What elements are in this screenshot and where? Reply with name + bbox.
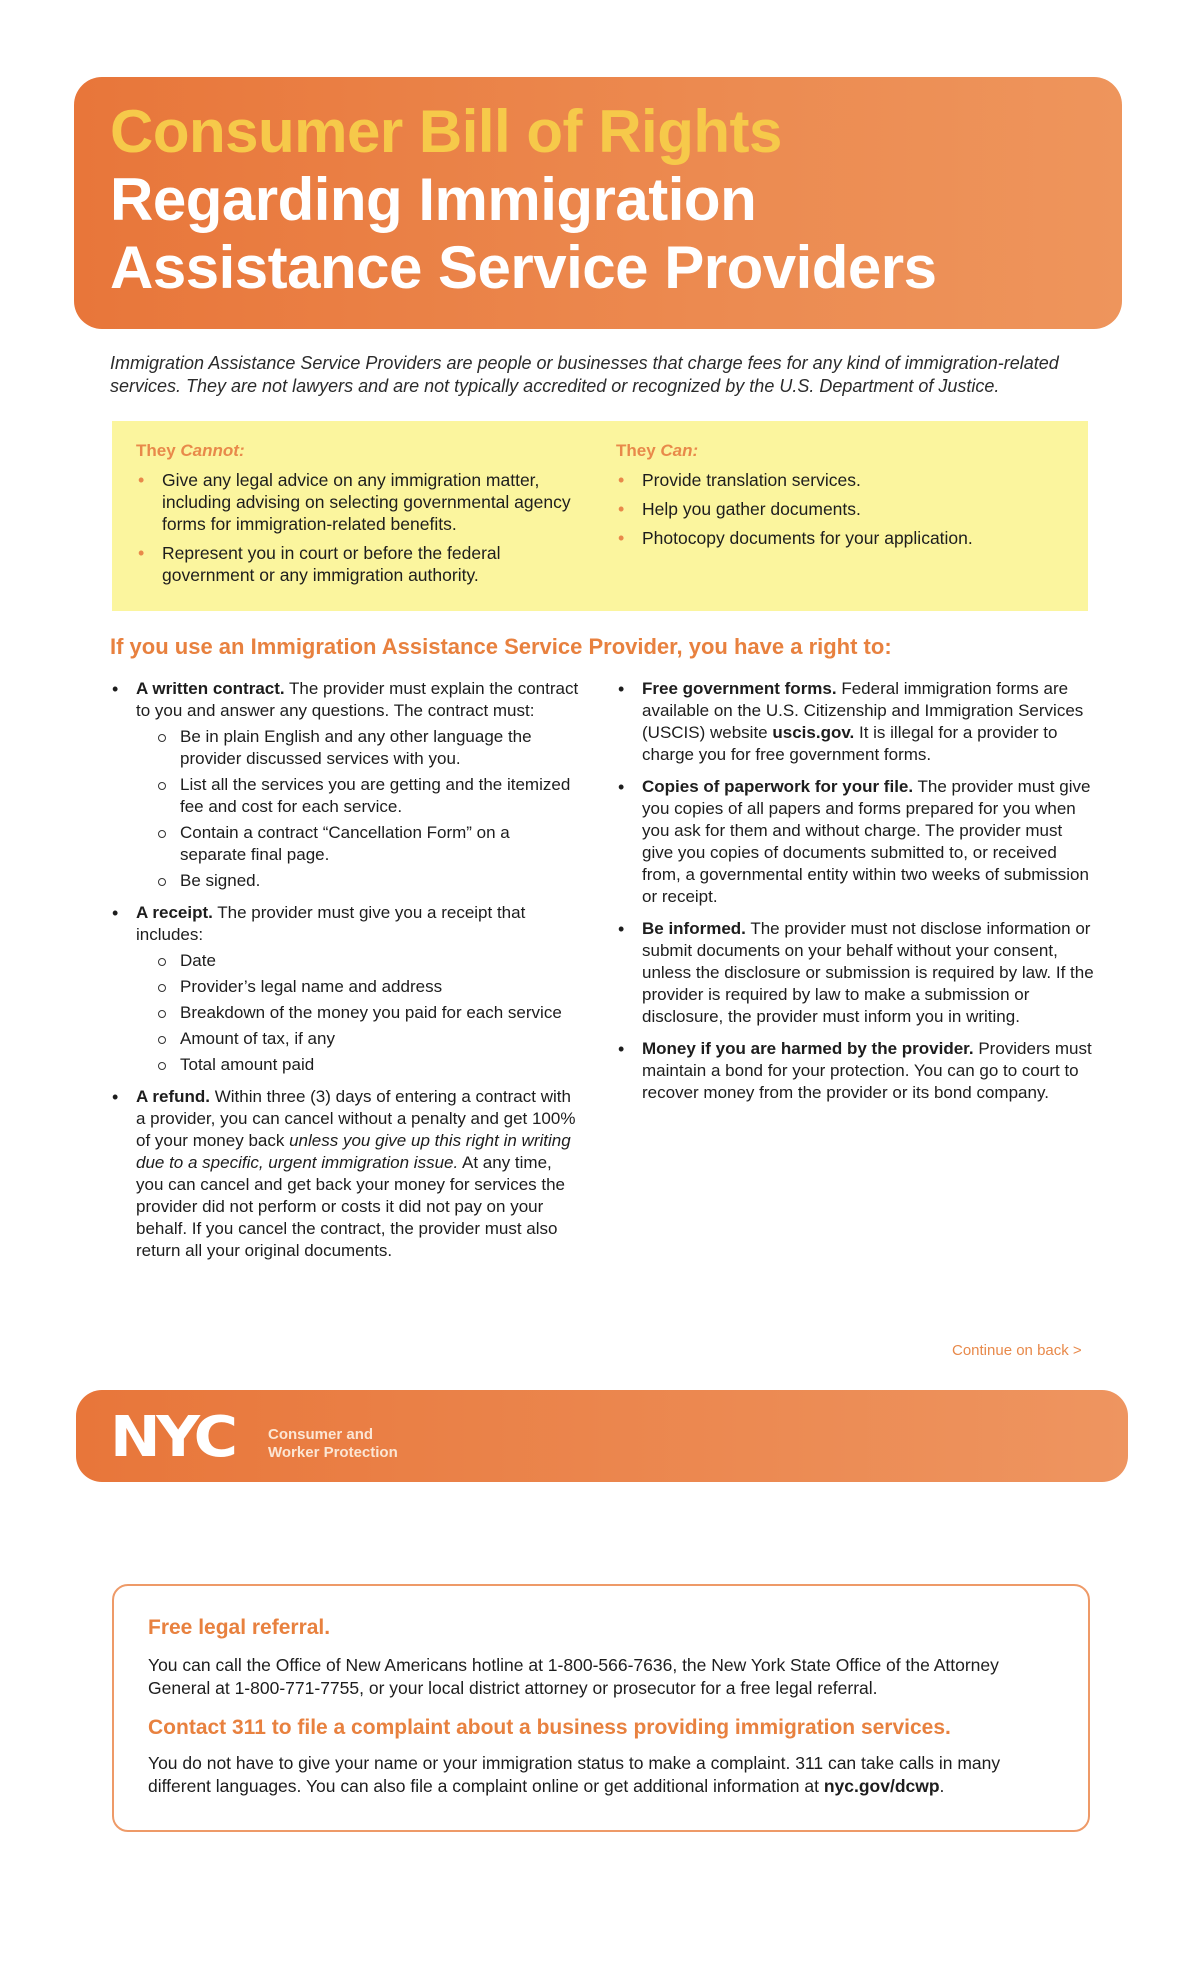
complaint-heading: Contact 311 to file a complaint about a business providing immigration services. xyxy=(148,1716,951,1739)
they-can-list xyxy=(616,469,1056,549)
intro-paragraph: Immigration Assistance Service Providers are people or businesses that charge fees for any kind of immigration-related services. They are not lawyers and are not typically accredited or recognized by the U.S. Department of Justice. xyxy=(110,353,1059,396)
right-text: Within three (3) days of entering a contract with a provider, you can cancel without a penalty and get 100% of your money back xyxy=(136,1087,576,1150)
sub-item: Be in plain English and any other language the provider discussed services with you. xyxy=(136,726,580,770)
list-item: • Provide translation services. xyxy=(616,469,1056,491)
footer-band xyxy=(76,1390,1128,1482)
list-item: • Represent you in court or before the federal government or any immigration authority. xyxy=(136,542,576,586)
rights-list-left xyxy=(110,678,580,1262)
right-text-italic: unless you give up this right in writing due to a specific, urgent immigration issue. xyxy=(136,1131,571,1172)
uscis-link[interactable]: uscis.gov. xyxy=(772,723,855,742)
heading-emph: Can: xyxy=(660,441,699,460)
sub-item: Date xyxy=(136,950,580,972)
right-informed xyxy=(616,918,1096,1028)
complaint-text xyxy=(148,1752,1048,1798)
right-forms xyxy=(616,678,1096,766)
sub-item: Amount of tax, if any xyxy=(136,1028,580,1050)
right-text: Federal immigration forms are available on the U.S. Citizenship and Immigration Services (USCIS) website xyxy=(642,679,1084,742)
sub-item: List all the services you are getting and the itemized fee and cost for each service. xyxy=(136,774,580,818)
list-item: • Help you gather documents. xyxy=(616,498,1056,520)
right-refund xyxy=(110,1086,580,1262)
continue-on-back: Continue on back > xyxy=(952,1342,1082,1359)
right-contract xyxy=(110,678,580,892)
right-lead: A refund. xyxy=(136,1087,210,1106)
right-text: Providers must maintain a bond for your protection. You can go to court to recover money from the provider or its bond company. xyxy=(642,1039,1092,1102)
cannot-can-box xyxy=(112,421,1088,611)
heading-emph: Cannot: xyxy=(180,441,245,460)
sub-item: Contain a contract “Cancellation Form” on a separate final page. xyxy=(136,822,580,866)
they-cannot-column xyxy=(136,441,576,593)
title-line-2: Regarding Immigration xyxy=(110,166,757,233)
title-line-1: Consumer Bill of Rights xyxy=(110,98,782,165)
heading-prefix: They xyxy=(136,441,181,460)
dcwp-link[interactable]: nyc.gov/dcwp xyxy=(823,1776,940,1796)
receipt-subitems xyxy=(136,950,580,1076)
referral-text: You can call the Office of New Americans hotline at 1-800-566-7636, the New York State Office of the Attorney General at 1-800-771-7755, or your local district attorney or prosecutor for a free legal referral. xyxy=(148,1655,999,1698)
they-can-heading xyxy=(616,441,1056,461)
referral-heading: Free legal referral. xyxy=(148,1616,331,1639)
right-lead: A receipt. xyxy=(136,903,213,922)
they-cannot-heading xyxy=(136,441,576,461)
right-text: It is illegal for a provider to charge you for free government forms. xyxy=(642,723,1058,764)
dept-line-1: Consumer and xyxy=(268,1426,374,1443)
right-lead: Be informed. xyxy=(642,919,746,938)
complaint-end: . xyxy=(939,1776,945,1796)
dept-line-2: Worker Protection xyxy=(268,1444,398,1461)
right-copies xyxy=(616,776,1096,908)
right-lead: A written contract. xyxy=(136,679,285,698)
list-item: • Give any legal advice on any immigration matter, including advising on selecting governmental agency forms for immigration-related benefits. xyxy=(136,469,576,535)
complaint-body: You do not have to give your name or your immigration status to make a complaint. 311 can take calls in many different languages. You can also file a complaint online or get additional information at xyxy=(148,1753,1001,1796)
right-text: At any time, you can cancel and get back your money for services the provider did not perform or costs it did not pay on your behalf. If you cancel the contract, the provider must also return all your original documents. xyxy=(136,1153,566,1260)
department-name xyxy=(268,1426,398,1462)
title-line-3: Assistance Service Providers xyxy=(110,234,937,301)
referral-box xyxy=(112,1584,1090,1832)
right-text: The provider must give you a receipt that includes: xyxy=(136,903,526,944)
heading-prefix: They xyxy=(616,441,661,460)
right-lead: Money if you are harmed by the provider. xyxy=(642,1039,974,1058)
contract-subitems xyxy=(136,726,580,892)
right-lead: Free government forms. xyxy=(642,679,837,698)
right-money xyxy=(616,1038,1096,1104)
right-text: The provider must explain the contract to you and answer any questions. The contract must: xyxy=(136,679,579,720)
header-banner xyxy=(74,77,1122,329)
rights-heading: If you use an Immigration Assistance Service Provider, you have a right to: xyxy=(110,634,892,659)
list-item: • Photocopy documents for your application. xyxy=(616,527,1056,549)
sub-item: Provider’s legal name and address xyxy=(136,976,580,998)
they-can-column xyxy=(616,441,1056,556)
right-text: The provider must give you copies of all papers and forms prepared for you when you ask for them and without charge. The provider must give you copies of documents submitted to, or received from, a governmental entity within two weeks of submission or receipt. xyxy=(642,777,1091,906)
they-cannot-list xyxy=(136,469,576,586)
right-text: The provider must not disclose information or submit documents on your behalf without your consent, unless the disclosure or submission is required by law. If the provider is required by law to make a submission or disclosure, the provider must inform you in writing. xyxy=(642,919,1094,1026)
sub-item: Total amount paid xyxy=(136,1054,580,1076)
sub-item: Be signed. xyxy=(136,870,580,892)
rights-list-right xyxy=(616,678,1096,1104)
rights-right-column xyxy=(616,678,1096,1114)
right-lead: Copies of paperwork for your file. xyxy=(642,777,914,796)
right-receipt xyxy=(110,902,580,1076)
sub-item: Breakdown of the money you paid for each service xyxy=(136,1002,580,1024)
nyc-logo: NYC xyxy=(110,1405,234,1470)
rights-left-column xyxy=(110,678,580,1272)
